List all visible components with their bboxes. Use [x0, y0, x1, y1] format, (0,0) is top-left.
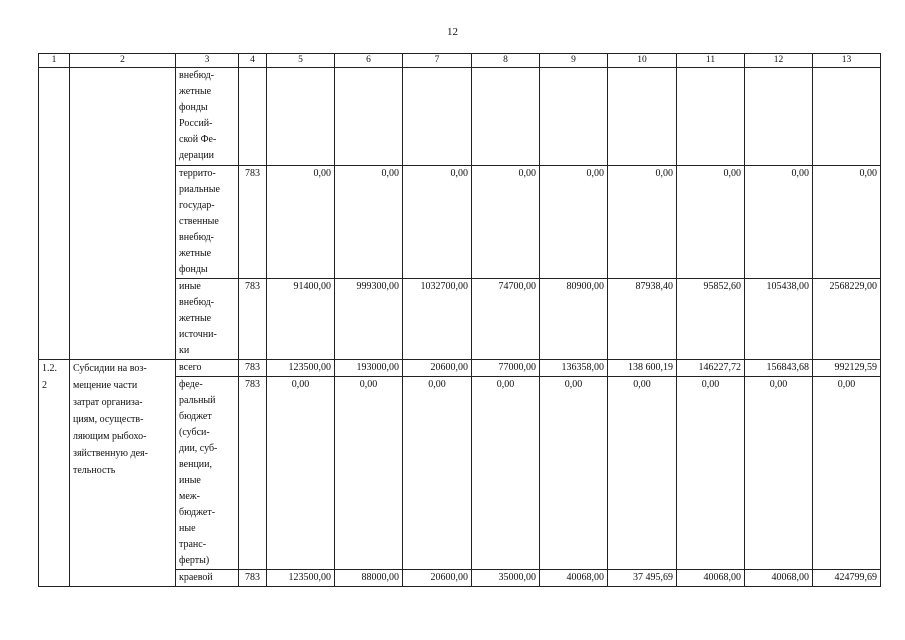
text-line: ской Фе-: [179, 134, 217, 145]
item-name-cell: [70, 68, 176, 360]
text-line: циям, осуществ-: [73, 414, 144, 425]
text-line: тельность: [73, 465, 116, 476]
budget-table: [38, 53, 881, 587]
value-cell: 80900,00: [540, 279, 608, 360]
value-cell: 74700,00: [472, 279, 540, 360]
value-cell: [677, 68, 745, 166]
text-line: венции,: [179, 459, 213, 470]
item-number-cell: [39, 68, 70, 360]
value-cell: 40068,00: [677, 570, 745, 587]
funding-source-cell: краевой: [176, 570, 239, 587]
value-cell: [540, 68, 608, 166]
code-cell: 783: [239, 279, 267, 360]
column-header: 6: [335, 54, 403, 68]
value-cell: 1032700,00: [403, 279, 472, 360]
text-line: меж-: [179, 491, 201, 502]
funding-source-cell: [176, 279, 239, 360]
text-line: иные: [179, 475, 201, 486]
text-line: затрат организа-: [73, 397, 143, 408]
value-cell: 0,00: [472, 377, 540, 570]
item-name-cell: [70, 360, 176, 587]
value-cell: 138 600,19: [608, 360, 677, 377]
value-cell: [403, 68, 472, 166]
value-cell: 0,00: [267, 166, 335, 279]
value-cell: 20600,00: [403, 570, 472, 587]
text-line: мещение части: [73, 380, 138, 391]
value-cell: 35000,00: [472, 570, 540, 587]
value-cell: 0,00: [335, 377, 403, 570]
column-header: 4: [239, 54, 267, 68]
code-cell: 783: [239, 360, 267, 377]
value-cell: 77000,00: [472, 360, 540, 377]
text-line: ферты): [179, 555, 210, 566]
value-cell: [608, 68, 677, 166]
value-cell: 0,00: [608, 377, 677, 570]
value-cell: 0,00: [813, 377, 881, 570]
item-number-cell: [39, 360, 70, 587]
value-cell: 193000,00: [335, 360, 403, 377]
value-cell: 2568229,00: [813, 279, 881, 360]
value-cell: 95852,60: [677, 279, 745, 360]
text-line: фонды: [179, 102, 208, 113]
value-cell: 424799,69: [813, 570, 881, 587]
value-cell: 0,00: [813, 166, 881, 279]
text-line: государ-: [179, 200, 215, 211]
text-line: Субсидии на воз-: [73, 363, 147, 374]
code-cell: 783: [239, 166, 267, 279]
text-line: внебюд-: [179, 70, 214, 81]
value-cell: [745, 68, 813, 166]
text-line: транс-: [179, 539, 207, 550]
value-cell: 0,00: [745, 166, 813, 279]
value-cell: 40068,00: [745, 570, 813, 587]
text-line: иные: [179, 281, 201, 292]
column-header: 3: [176, 54, 239, 68]
text-line: террито-: [179, 168, 216, 179]
value-cell: 0,00: [335, 166, 403, 279]
column-header: 12: [745, 54, 813, 68]
text-line: бюджет: [179, 411, 212, 422]
text-line: риальные: [179, 184, 220, 195]
value-cell: 992129,59: [813, 360, 881, 377]
text-line: 1.2.: [42, 363, 57, 374]
value-cell: 105438,00: [745, 279, 813, 360]
column-number-row: [39, 54, 881, 68]
value-cell: 87938,40: [608, 279, 677, 360]
value-cell: [335, 68, 403, 166]
value-cell: 0,00: [472, 166, 540, 279]
value-cell: 146227,72: [677, 360, 745, 377]
value-cell: 0,00: [403, 166, 472, 279]
code-cell: 783: [239, 377, 267, 570]
value-cell: 0,00: [540, 377, 608, 570]
funding-source-cell: [176, 377, 239, 570]
value-cell: [267, 68, 335, 166]
text-line: 2: [42, 380, 47, 391]
value-cell: 37 495,69: [608, 570, 677, 587]
text-line: жетные: [179, 86, 212, 97]
text-line: ные: [179, 523, 196, 534]
column-header: 1: [39, 54, 70, 68]
code-cell: 783: [239, 570, 267, 587]
text-line: фонды: [179, 264, 208, 275]
funding-source-cell: [176, 68, 239, 166]
text-line: (субси-: [179, 427, 210, 438]
value-cell: 156843,68: [745, 360, 813, 377]
text-line: ственные: [179, 216, 219, 227]
page-number: 12: [447, 26, 458, 38]
value-cell: 0,00: [403, 377, 472, 570]
text-line: внебюд-: [179, 232, 214, 243]
text-line: зяйственную дея-: [73, 448, 148, 459]
column-header: 9: [540, 54, 608, 68]
value-cell: 999300,00: [335, 279, 403, 360]
text-line: бюджет-: [179, 507, 216, 518]
code-cell: [239, 68, 267, 166]
value-cell: 0,00: [677, 377, 745, 570]
text-line: дии, суб-: [179, 443, 218, 454]
value-cell: 136358,00: [540, 360, 608, 377]
value-cell: 91400,00: [267, 279, 335, 360]
column-header: 13: [813, 54, 881, 68]
text-line: жетные: [179, 248, 212, 259]
table-row: [39, 360, 881, 377]
column-header: 8: [472, 54, 540, 68]
table-row: [39, 68, 881, 166]
value-cell: 0,00: [608, 166, 677, 279]
value-cell: 123500,00: [267, 570, 335, 587]
value-cell: 123500,00: [267, 360, 335, 377]
value-cell: 88000,00: [335, 570, 403, 587]
text-line: ляющим рыбохо-: [73, 431, 147, 442]
value-cell: 40068,00: [540, 570, 608, 587]
funding-source-cell: всего: [176, 360, 239, 377]
value-cell: 0,00: [745, 377, 813, 570]
column-header: 5: [267, 54, 335, 68]
text-line: феде-: [179, 379, 203, 390]
value-cell: [813, 68, 881, 166]
text-line: внебюд-: [179, 297, 214, 308]
text-line: ральный: [179, 395, 216, 406]
text-line: Россий-: [179, 118, 213, 129]
text-line: ки: [179, 345, 190, 356]
value-cell: 0,00: [267, 377, 335, 570]
column-header: 10: [608, 54, 677, 68]
value-cell: 0,00: [677, 166, 745, 279]
column-header: 11: [677, 54, 745, 68]
column-header: 2: [70, 54, 176, 68]
text-line: жетные: [179, 313, 212, 324]
funding-source-cell: [176, 166, 239, 279]
column-header: 7: [403, 54, 472, 68]
text-line: источни-: [179, 329, 217, 340]
value-cell: 0,00: [540, 166, 608, 279]
text-line: дерации: [179, 150, 215, 161]
value-cell: 20600,00: [403, 360, 472, 377]
value-cell: [472, 68, 540, 166]
